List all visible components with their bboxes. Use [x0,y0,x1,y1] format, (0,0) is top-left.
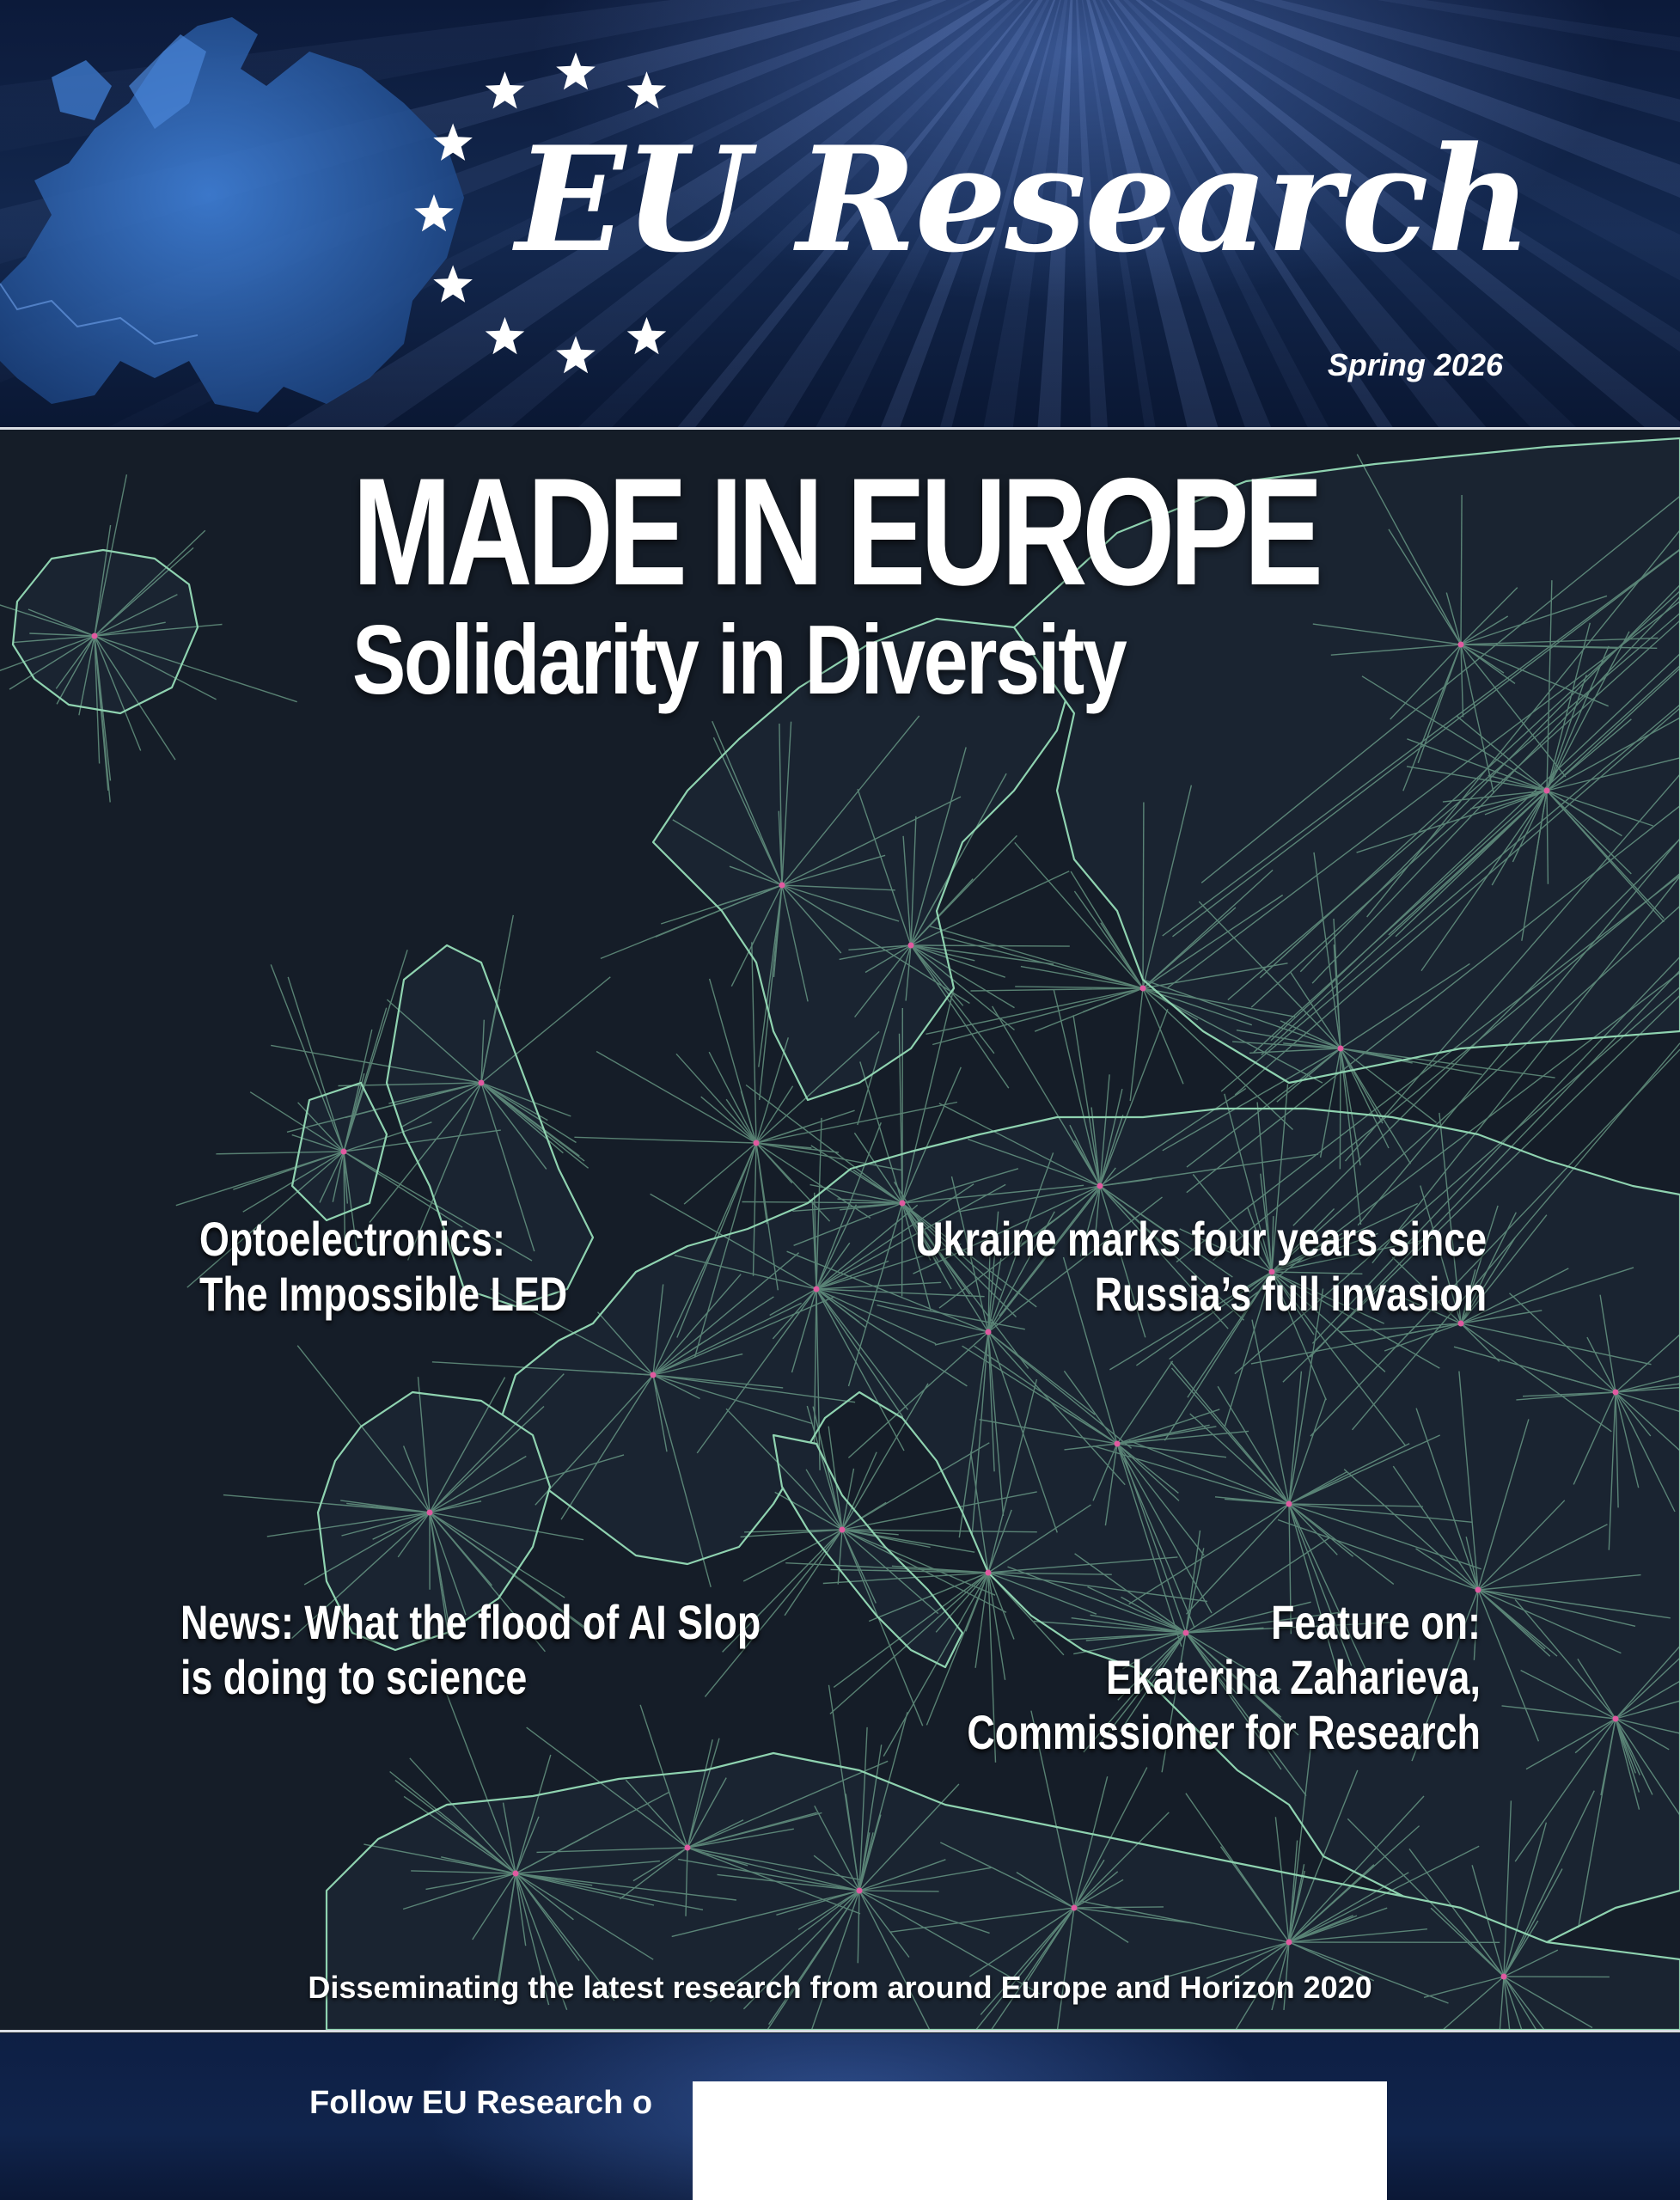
teaser-ukraine[interactable] [915,1212,1487,1322]
hub-dot [1475,1587,1481,1593]
network-line [756,1143,767,1224]
network-line [1130,988,1143,1101]
hub-dot [1338,1046,1344,1052]
network-line [756,1037,788,1143]
hub-dot [651,1372,657,1378]
teaser-line: News: What the flood of AI Slop [180,1595,761,1649]
network-line [714,1143,756,1240]
hub-dot [341,1149,347,1155]
hub-dot [92,633,98,639]
hub-dot [1115,1441,1121,1447]
eu-star [627,317,667,354]
network-line [676,1054,756,1143]
issue-date: Spring 2026 [1327,347,1503,382]
network-line [1143,803,1144,989]
eu-star [414,194,454,231]
hub-dot [1613,1390,1619,1396]
teaser-line: Feature on: [1271,1595,1481,1649]
cover-tagline: Disseminating the latest research from around Europe and Horizon 2020 [308,1970,1372,2005]
hub-dot [814,1286,820,1292]
network-line [785,1530,842,1616]
footer-divider [0,2030,1680,2032]
headline-subtitle: Solidarity in Diversity [352,606,1126,715]
network-line [684,1143,756,1204]
hub-dot [1544,788,1550,794]
teaser-ai-slop[interactable] [180,1595,761,1705]
hub-dot [986,1570,992,1576]
hub-dot [840,1527,846,1533]
network-line [574,1137,756,1143]
teaser-line: Optoelectronics: [199,1212,505,1266]
eu-star [556,336,596,373]
network-line [932,988,1143,1045]
redacted-block [693,2081,1387,2200]
network-line [971,988,1144,991]
cover-headline [352,446,1384,715]
hub-dot [479,1080,485,1086]
hub-dot [1613,1716,1619,1722]
hub-dot [986,1329,992,1335]
hub-dot [1140,986,1146,992]
network-line [1340,1048,1341,1169]
eu-star [486,317,525,354]
teaser-line: The Impossible LED [199,1267,568,1321]
hub-dot [513,1871,519,1877]
hub-dot [908,943,914,949]
teaser-feature[interactable] [967,1595,1481,1760]
hub-dot [1458,642,1464,648]
eu-star [627,71,667,108]
network-line [1083,988,1143,1012]
teaser-line: Ukraine marks four years since [915,1212,1487,1266]
magazine-title: EU Research [516,114,1530,284]
hub-dot [1072,1905,1078,1911]
cover-main [0,430,1680,2030]
hub-dot [857,1888,863,1894]
hub-dot [1097,1183,1103,1189]
footer-bar [0,2033,1680,2200]
network-line [1015,987,1143,988]
network-line [926,988,1144,1034]
hub-dot [754,1140,760,1146]
follow-social-text[interactable]: Follow EU Research o [309,2085,653,2121]
eu-star [486,71,525,108]
teaser-line: Ekaterina Zaharieva, [1106,1650,1481,1704]
teaser-line: Russia’s full invasion [1094,1267,1487,1321]
eu-star [433,124,473,161]
teaser-line: is doing to science [180,1650,528,1704]
hub-dot [900,1201,906,1207]
network-line [1021,967,1143,988]
headline-title: MADE IN EUROPE [352,446,1318,617]
teaser-optoelectronics[interactable] [199,1212,567,1322]
hub-dot [427,1510,433,1516]
network-line [756,1143,811,1148]
europe-satellite-icon [0,0,481,427]
eu-star [433,266,473,302]
eu-star [556,52,596,89]
network-line [752,942,756,1143]
hub-dot [1286,1940,1292,1946]
masthead [0,0,1680,427]
hub-dot [1286,1501,1292,1507]
hub-dot [685,1845,691,1851]
teaser-line: Commissioner for Research [967,1705,1481,1759]
hub-dot [779,883,785,889]
